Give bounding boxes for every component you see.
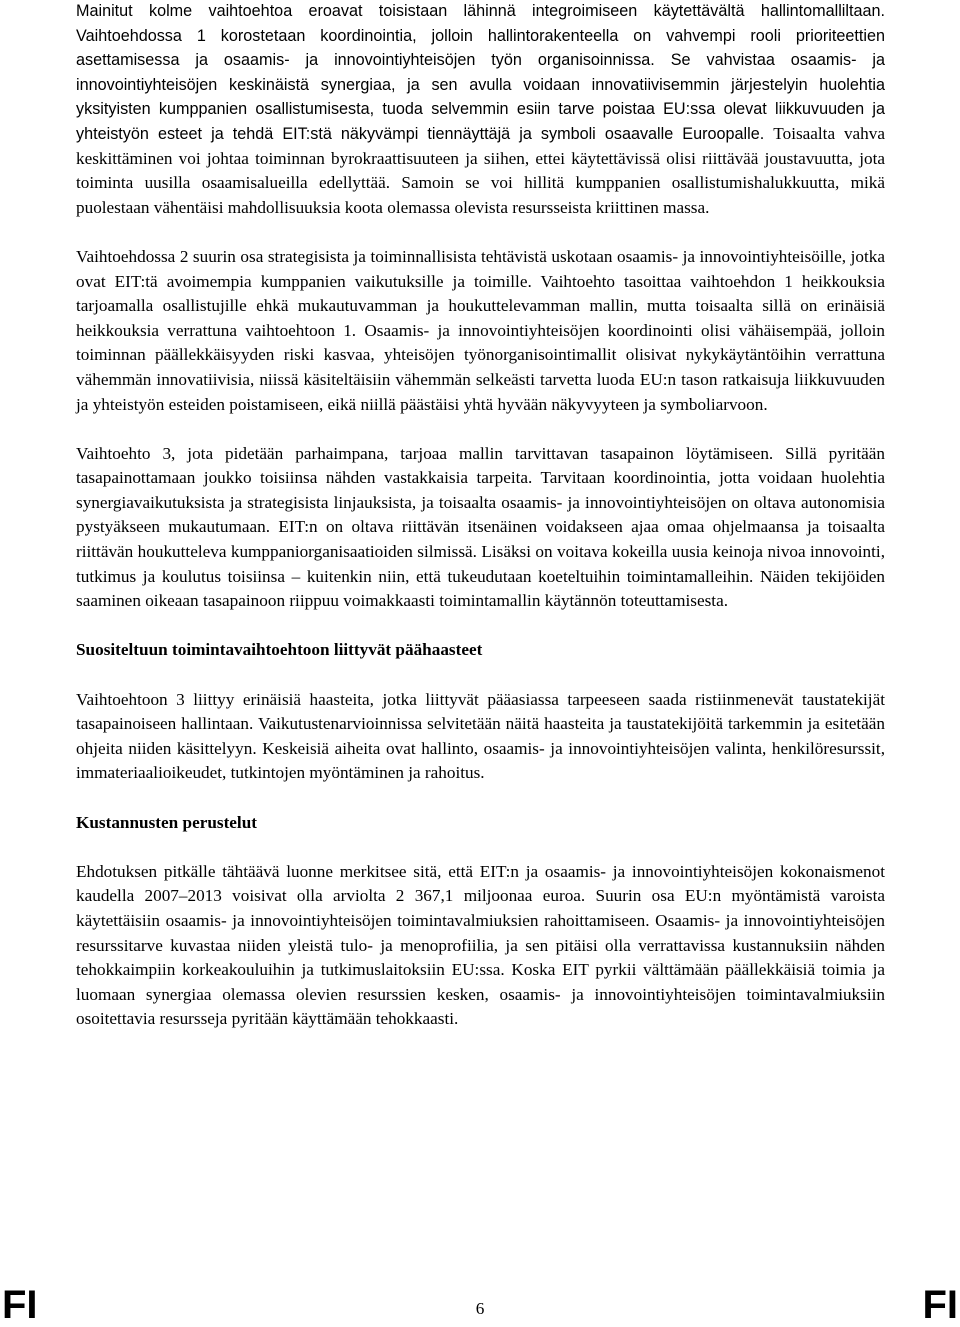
language-code-right: FI — [922, 1283, 958, 1327]
document-body — [76, 0, 885, 1032]
paragraph-costs: Ehdotuksen pitkälle tähtäävä luonne merkitsee sitä, että EIT:n ja osaamis- ja innovointiyhteisöjen kokonaismenot kaudella 2007–2013 voisivat olla arviolta 2 367,1 miljoonaa euroa. Suurin osa EU:n myöntämistä varoista käytettäisiin osaamis- ja innovointiyhteisöjen toimintavalmiuksien rahoittamiseen. Osaamis- ja innovointiyhteisöjen resurssitarve kuvastaa niiden yleistä tulo- ja menoprofiilia, ja sen pitäisi olla verrattavissa kustannuksiin nähden tehokkaimpiin korkeakouluihin ja tutkimuslaitoksiin EU:ssa. Koska EIT pyrkii välttämään päällekkäisiä toimia ja luomaan synergiaa olemassa olevien resurssien kesken, osaamis- ja innovointiyhteisöjen toimintavalmiuksiin osoitettavia resursseja pyritään käyttämään tehokkaasti. — [76, 861, 885, 1029]
paragraph-challenges: Vaihtoehtoon 3 liittyy erinäisiä haasteita, jotka liittyvät pääasiassa tarpeeseen saada ristiinmenevät taustatekijät tasapainoiseen hallintaan. Vaikutustenarvioinnissa selvitetään näitä haasteita ja taustatekijöitä tarkemmin ja esitetään ohjeita niiden käsittelyyn. Keskeisiä aiheita ovat hallinto, osaamis- ja innovointiyhteisöjen valinta, henkilöresurssit, immateriaalioikeudet, tutkintojen myöntäminen ja rahoitus. — [76, 689, 885, 783]
heading-cost-justification: Kustannusten perustelut — [76, 812, 257, 832]
page-number: 6 — [475, 1299, 485, 1318]
paragraph-governance-text: Mainitut kolme vaihtoehtoa eroavat toisistaan lähinnä integroimiseen käytettävältä hallintomalliltaan. Vaihtoehdossa 1 korostetaan koordinointia, jolloin hallintorakenteella on vahvempi rooli prioriteettien asettamisessa ja osaamis- ja innovointiyhteisöjen työn organisoinnissa. Se vahvistaa osaamis- ja innovointiyhteisöjen keskinäistä synergiaa, ja sen avulla voidaan innovatiivisemmin järjestelyin huolehtia yksityisten kumppanien osallistumisesta, tuoda selvemmin esiin tarve poistaa EU:ssa olevat liikkuvuuden ja yhteistyön esteet ja tehdä EIT:stä näkyvämpi tiennäyttäjä ja symboli osaavalle Euroopalle. — [76, 2, 885, 143]
heading-main-challenges: Suositeltuun toimintavaihtoehtoon liittyvät päähaasteet — [76, 640, 483, 660]
paragraph-option-2: Vaihtoehdossa 2 suurin osa strategisista ja toiminnallisista tehtävistä uskotaan osaamis- ja innovointiyhteisöille, jotka ovat EIT:tä avoimempia kumppanien vaikutuksille ja toimille. Vaihtoehto tasoittaa vaihtoehdon 1 heikkouksia tarjoamalla osallistujille ehkä mukautuvamman ja houkuttelevamman mallin, mutta toisaalta sillä on erinäisiä heikkouksia verrattuna vaihtoehtoon 1. Osaamis- ja innovointiyhteisöjen koordinointi olisi vähäisempää, jolloin toiminnan päällekkäisyyden riski kasvaa, yhteisöjen työnorganisointimallit olisivat nykykäytäntöihin verrattuna vähemmän innovatiivisia, niissä käsiteltäisiin vähemmän selkeästi tarvetta luoda EU:n tason ratkaisuja liikkuvuuden ja yhteistyön esteiden poistamiseen, eikä niillä päästäisi yhtä hyvään näkyvyyteen ja symboliarvoon. — [76, 246, 885, 414]
paragraph-option-3: Vaihtoehto 3, jota pidetään parhaimpana, tarjoaa mallin tarvittavan tasapainon löytämiseen. Sillä pyritään tasapainottamaan joukko toisiinsa nähden vastakkaisia tarpeita. Tarvitaan koordinointia, jotta voidaan huolehtia synergiavaikutuksista ja strategisista linjauksista, ja toisaalta osaamis- ja innovointiyhteisöjen on oltava autonomisia pystyäkseen mukautumaan. EIT:n on oltava riittävän itsenäinen voidakseen ajaa omaa ohjelmaansa ja toisaalta riittävän houkutteleva kumppaniorganisaatioiden silmissä. Lisäksi on voitava kokeilla uusia keinoja nivoa innovointi, tutkimus ja koulutus toisiinsa – kuitenkin niin, että tukeudutaan koeteltuihin toimintamalleihin. Näiden tekijöiden saaminen oikeaan tasapainoon riippuu voimakkaasti toimintamallin käytännön toteuttamisesta. — [76, 443, 885, 611]
paragraph-governance-intro — [76, 0, 885, 220]
paragraph-governance-risks: Toisaalta vahva keskittäminen voi johtaa toiminnan byrokraattisuuteen ja siihen, ettei käytettävissä olisi riittävää joustavuutta, jota toiminta uusilla osaamisalueilla edellyttää. Samoin se voi hillitä kumppanien osallistumishalukkuutta, mikä puolestaan vähentäisi mahdollisuuksia koota olemassa olevista resursseista kriittinen massa. — [76, 123, 885, 217]
language-code-left: FI — [2, 1283, 38, 1327]
